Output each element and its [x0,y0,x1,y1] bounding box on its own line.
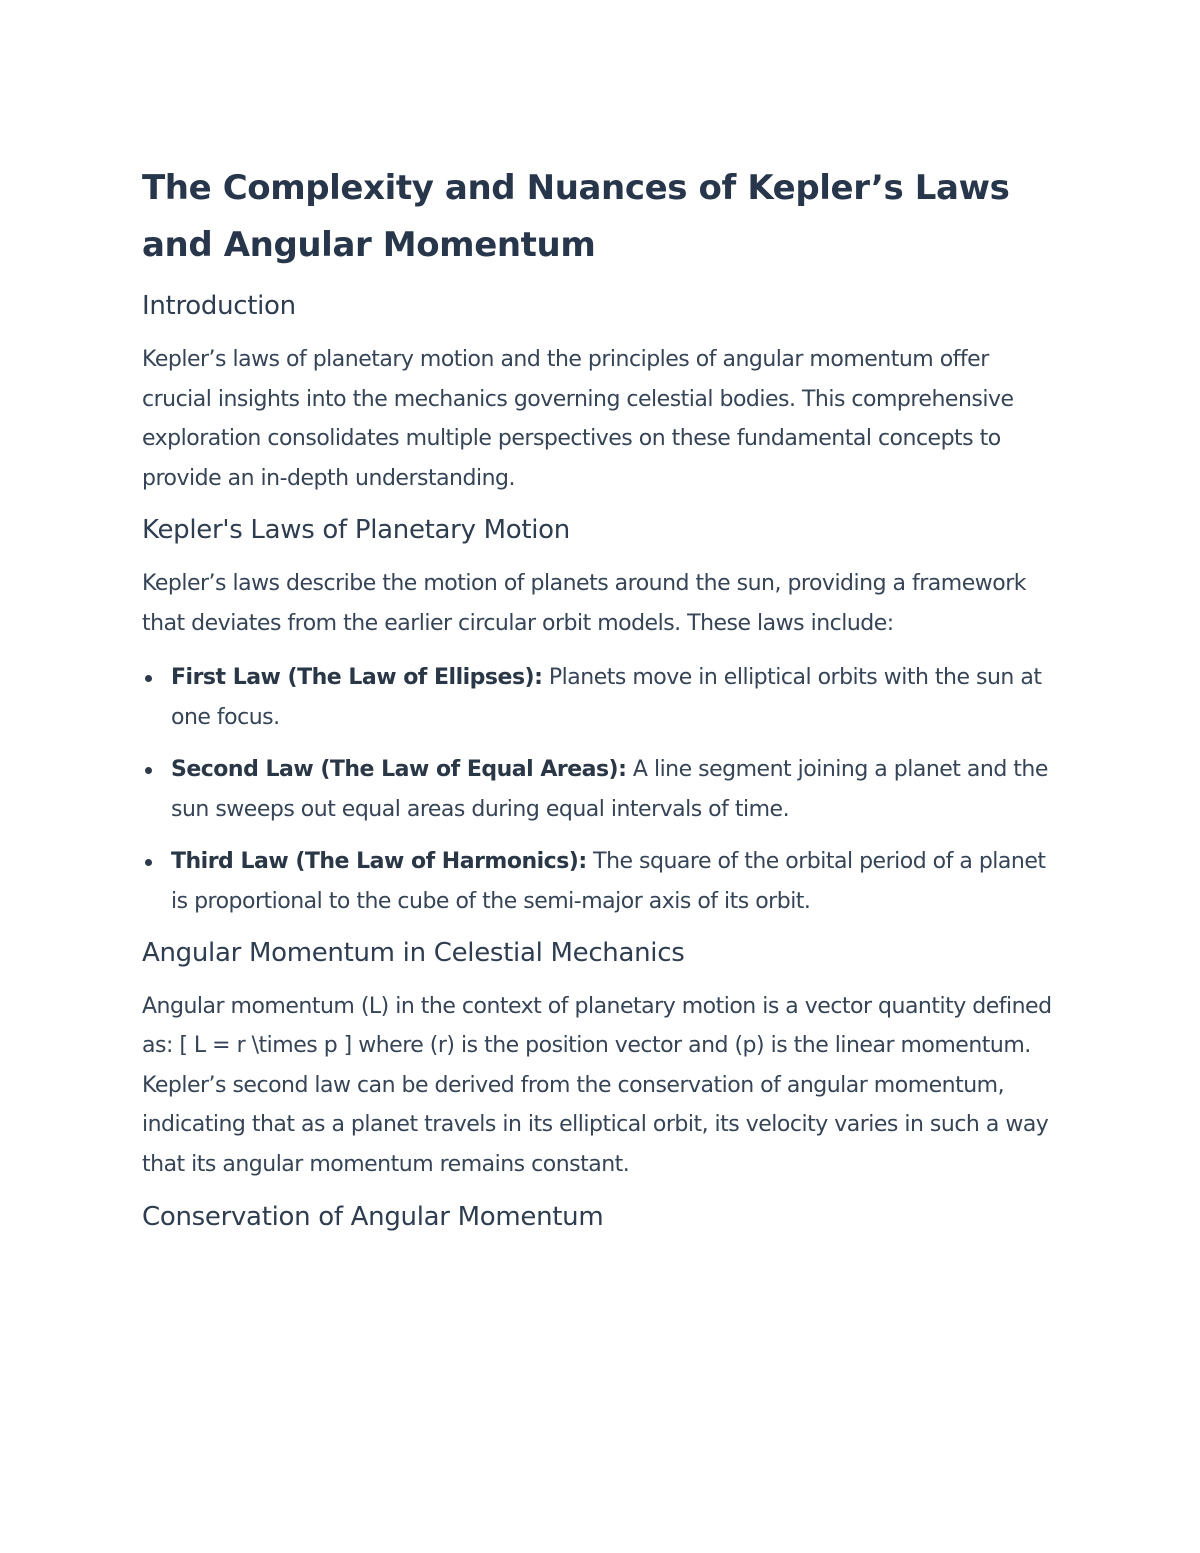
kepler-laws-heading: Kepler's Laws of Planetary Motion [142,515,570,546]
document-title: The Complexity and Nuances of Kepler’s Laws and Angular Momentum [142,168,1010,265]
document-page [142,160,1062,1251]
kepler-laws-list [142,658,1062,923]
bullet-icon [145,675,152,682]
conservation-heading: Conservation of Angular Momentum [142,1201,604,1232]
angular-momentum-paragraph: Angular momentum (L) in the context of planetary motion is a vector quantity defined as: [ L = r \times p ] where (r) is the position vector and (p) is the linear momentum. Kepler’s second law can be derived from the conservation of angular momentum, indicating that as a planet travels in its elliptical orbit, its velocity varies in such a way that its angular momentum remains constant. [142,993,1052,1177]
law-name: Third Law (The Law of Harmonics): [171,848,587,874]
introduction-paragraph: Kepler’s laws of planetary motion and the principles of angular momentum offer crucial insights into the mechanics governing celestial bodies. This comprehensive exploration consolidates multiple perspectives on these fundamental concepts to provide an in-depth understanding. [142,347,1014,491]
list-item-first-law [142,658,1062,739]
kepler-laws-paragraph: Kepler’s laws describe the motion of planets around the sun, providing a framework that deviates from the earlier circular orbit models. These laws include: [142,571,1026,636]
law-description: The square of the orbital period of a planet is proportional to the cube of the semi-major axis of its orbit. [171,848,1046,915]
angular-momentum-heading: Angular Momentum in Celestial Mechanics [142,937,685,968]
list-item-second-law [142,750,1062,831]
law-name: Second Law (The Law of Equal Areas): [171,756,627,782]
bullet-icon [145,767,152,774]
law-name: First Law (The Law of Ellipses): [171,664,543,690]
bullet-icon [145,859,152,866]
law-description: A line segment joining a planet and the sun sweeps out equal areas during equal intervals of time. [171,756,1048,823]
law-description: Planets move in elliptical orbits with the sun at one focus. [171,664,1042,731]
list-item-third-law [142,842,1062,923]
introduction-heading: Introduction [142,291,296,321]
